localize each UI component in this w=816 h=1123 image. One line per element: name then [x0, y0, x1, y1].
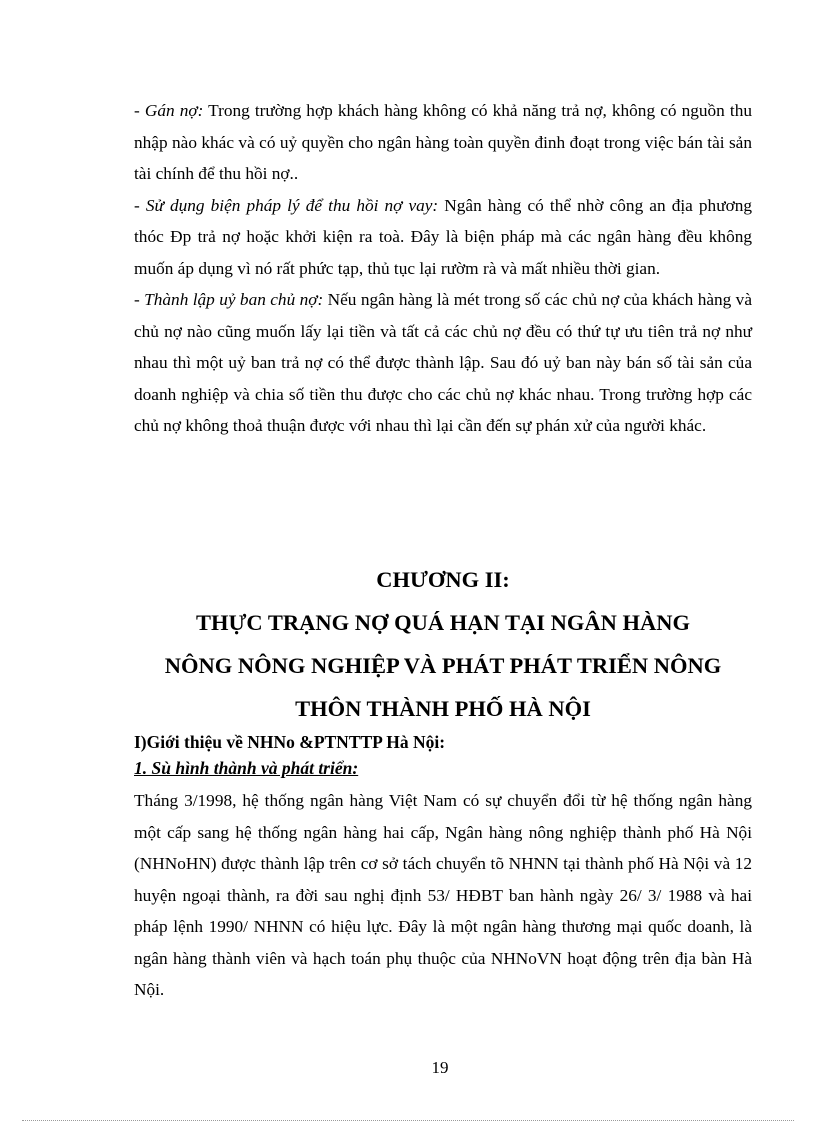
- history-section: [134, 785, 752, 1006]
- paragraph-lead: - Thành lập uỷ ban chủ nợ:: [134, 290, 324, 309]
- paragraph-creditor-committee: [134, 284, 752, 442]
- section-heading: I)Giới thiệu về NHNo &PTNTTP Hà Nội:: [134, 732, 446, 752]
- chapter-number: CHƯƠNG II:: [376, 567, 510, 592]
- paragraph-lead: - Gán nợ:: [134, 101, 204, 120]
- paragraph-legal-measures: [134, 190, 752, 285]
- subsection-heading: 1. Sù hình thành và phát triển:: [134, 758, 359, 778]
- chapter-title: [120, 558, 766, 730]
- paragraph-text: Nếu ngân hàng là mét trong số các chủ nợ của khách hàng và chủ nợ nào cũng muốn lấy lại tiền và tất cả các chủ nợ đều có thứ tự ưu tiên trả nợ như nhau thì một uỷ ban trả nợ có thể được thành lập. Sau đó uỷ ban này bán số tài sản của doanh nghiệp và chia số tiền thu được cho các chủ nợ khác nhau. Trong trường hợp các chủ nợ không thoả thuận được với nhau thì lại cần đến sự phán xử của người khác.: [134, 290, 752, 435]
- chapter-title-line: THÔN THÀNH PHỐ HÀ NỘI: [295, 696, 591, 721]
- chapter-title-line: THỰC TRẠNG NỢ QUÁ HẠN TẠI NGÂN HÀNG: [196, 610, 690, 635]
- debt-recovery-measures: [134, 95, 752, 442]
- chapter-title-line: NÔNG NÔNG NGHIỆP VÀ PHÁT PHÁT TRIỂN NÔNG: [164, 653, 722, 678]
- paragraph-assign-debt: [134, 95, 752, 190]
- paragraph-text: Ngân hàng có thể nhờ công an địa phương thóc Đp trả nợ hoặc khởi kiện ra toà. Đây là biện pháp mà các ngân hàng đều không muốn áp dụng vì nó rất phức tạp, thủ tục lại rườm rà và mất nhiều thời gian.: [134, 195, 752, 278]
- page-number: 19: [431, 1058, 449, 1077]
- paragraph-history: Tháng 3/1998, hệ thống ngân hàng Việt Nam có sự chuyển đổi từ hệ thống ngân hàng một cấp sang hệ thống ngân hàng hai cấp, Ngân hàng nông nghiệp thành phố Hà Nội (NHNoHN) được thành lập trên cơ sở tách chuyển tõ NHNN tại thành phố Hà Nội và 12 huyện ngoại thành, ra đời sau nghị định 53/ HĐBT ban hành ngày 26/ 3/ 1988 và hai pháp lệnh 1990/ NHNN có hiệu lực. Đây là một ngân hàng thương mại quốc doanh, là ngân hàng thành viên và hạch toán phụ thuộc của NHNoVN hoạt động trên địa bàn Hà Nội.: [134, 791, 752, 999]
- paragraph-lead: - Sử dụng biện pháp lý để thu hồi nợ vay:: [134, 195, 439, 215]
- paragraph-text: Trong trường hợp khách hàng không có khả năng trả nợ, không có nguồn thu nhập nào khác và có uỷ quyền cho ngân hàng toàn quyền đinh đoạt trong việc bán tài sản tài chính để thu hồi nợ..: [134, 101, 752, 183]
- page-bottom-divider: [22, 1120, 794, 1121]
